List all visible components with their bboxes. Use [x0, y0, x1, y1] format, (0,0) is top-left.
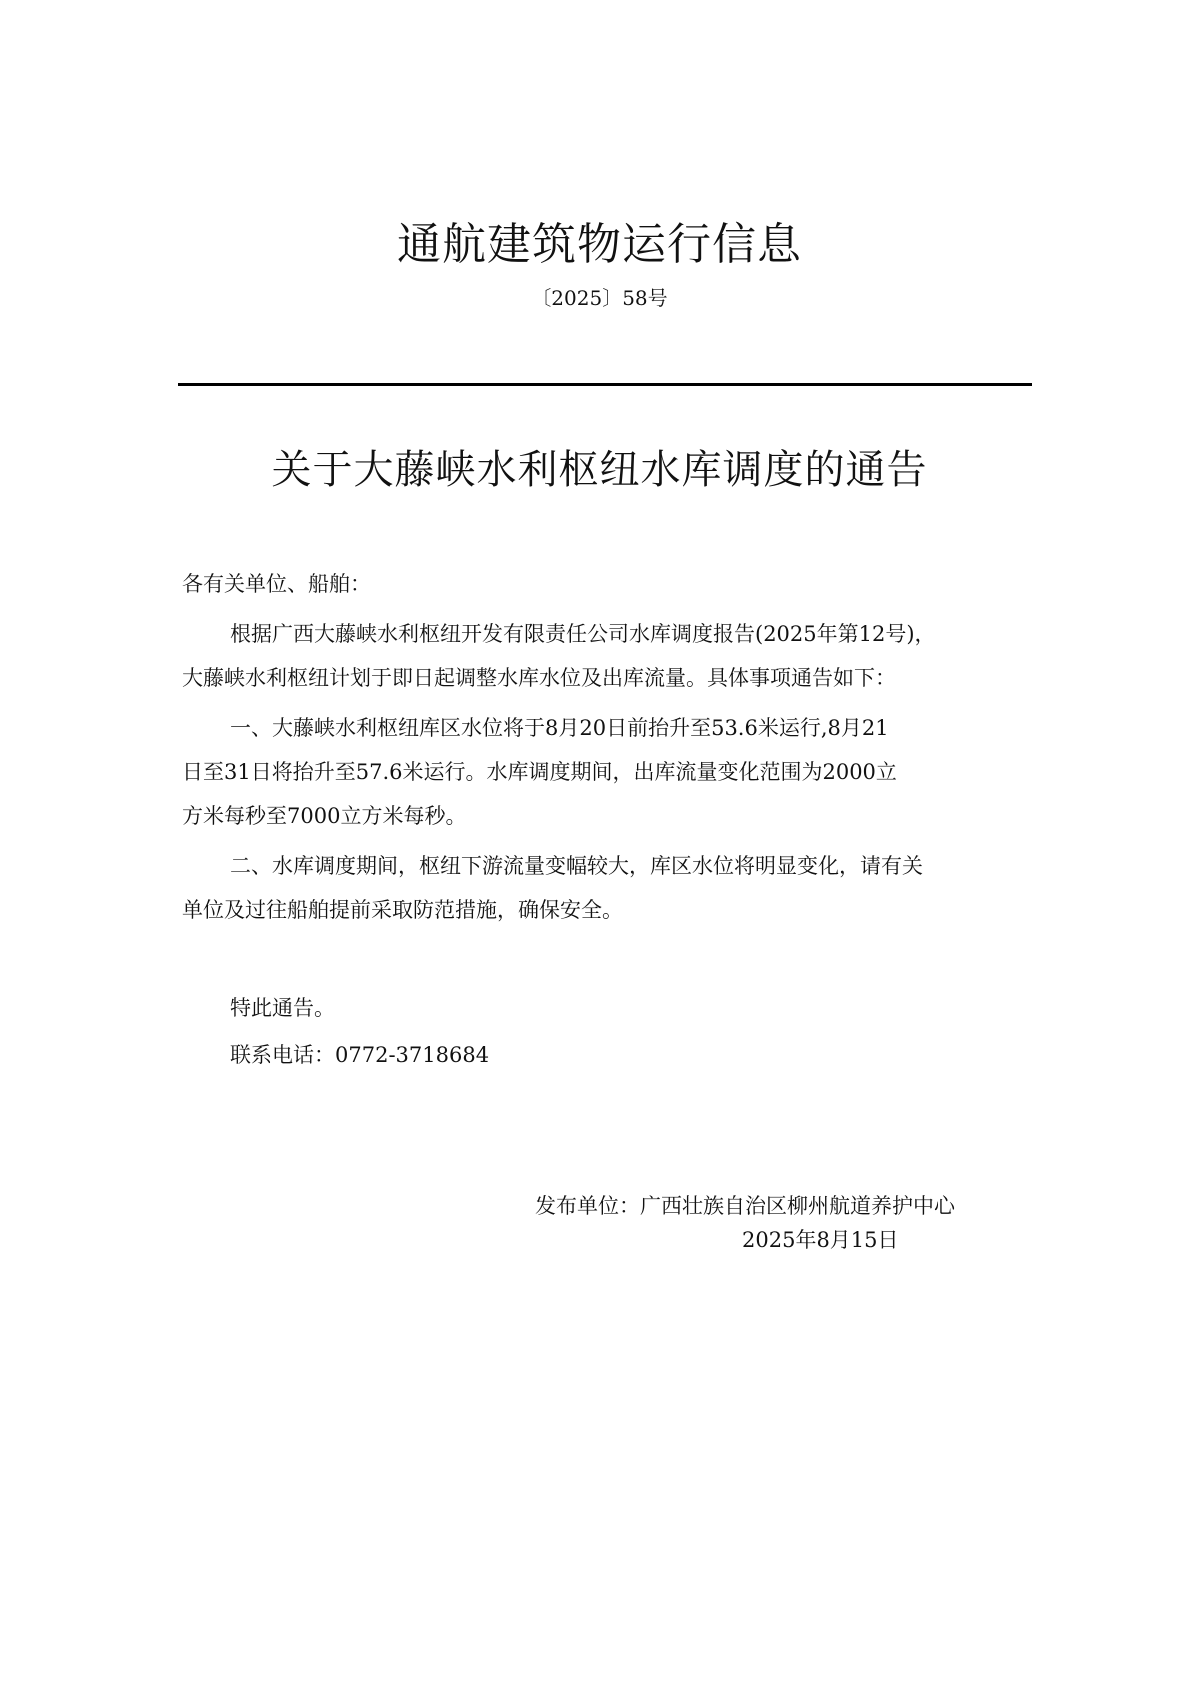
- paragraph-3-line-1: 二、水库调度期间，枢纽下游流量变幅较大，库区水位将明显变化，请有关: [230, 854, 923, 878]
- paragraph-1-line-2: 大藤峡水利枢纽计划于即日起调整水库水位及出库流量。具体事项通告如下：: [182, 666, 896, 690]
- masthead-title: 通航建筑物运行信息: [397, 219, 802, 270]
- document-number: 〔2025〕58号: [531, 286, 668, 310]
- header-divider: [178, 383, 1032, 386]
- issue-date: 2025年8月15日: [742, 1228, 899, 1252]
- paragraph-2-line-3: 方米每秒至7000立方米每秒。: [182, 804, 467, 828]
- closing-statement: 特此通告。: [230, 996, 335, 1020]
- paragraph-2-line-2: 日至31日将抬升至57.6米运行。水库调度期间，出库流量变化范围为2000立: [182, 760, 897, 784]
- paragraph-2-line-1: 一、大藤峡水利枢纽库区水位将于8月20日前抬升至53.6米运行,8月21: [230, 716, 889, 740]
- salutation: 各有关单位、船舶：: [182, 572, 371, 596]
- paragraph-1-line-1: 根据广西大藤峡水利枢纽开发有限责任公司水库调度报告(2025年第12号)，: [230, 622, 936, 646]
- issuer: 发布单位：广西壮族自治区柳州航道养护中心: [535, 1194, 955, 1218]
- paragraph-3-line-2: 单位及过往船舶提前采取防范措施，确保安全。: [182, 898, 623, 922]
- notice-title: 关于大藤峡水利枢纽水库调度的通告: [271, 447, 928, 493]
- contact-phone: 联系电话：0772-3718684: [230, 1043, 490, 1067]
